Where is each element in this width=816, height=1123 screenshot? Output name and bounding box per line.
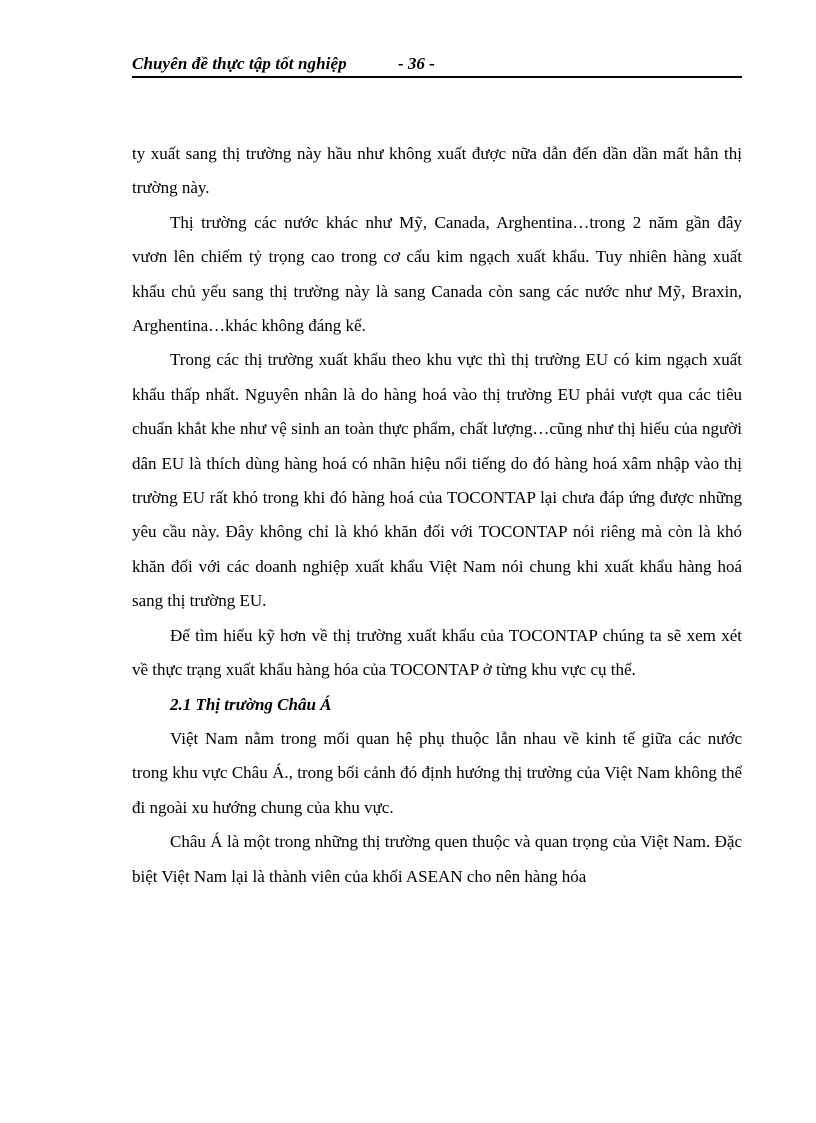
paragraph: Thị trường các nước khác như Mỹ, Canada, Arghentina…trong 2 năm gần đây vươn lên chiếm tỷ trọng cao trong cơ cấu kim ngạch xuất khẩu. Tuy nhiên hàng xuất khẩu chủ yếu sang thị trường này là sang Canada còn sang các nước như Mỹ, Braxin, Arghentina…khác không đáng kể. (132, 212, 742, 336)
paragraph: Trong các thị trường xuất khẩu theo khu vực thì thị trường EU có kim ngạch xuất khẩu thấp nhất. Nguyên nhân là do hàng hoá vào thị trường EU phải vượt qua các tiêu chuẩn khắt khe như vệ sinh an toàn thực phẩm, chất lượng…cũng như thị hiếu của người dân EU là thích dùng hàng hoá có nhãn hiệu nổi tiếng do đó hàng hoá xâm nhập vào thị trường EU rất khó trong khi đó hàng hoá của TOCONTAP lại chưa đáp ứng được những yêu cầu này. Đây không chỉ là khó khăn đối với TOCONTAP nói riêng mà còn là khó khăn đối với các doanh nghiệp xuất khẩu Việt Nam nói chung khi xuất khẩu hàng hoá sang thị trường EU. (132, 350, 742, 611)
document-body (132, 137, 742, 894)
paragraph: Để tìm hiểu kỹ hơn về thị trường xuất khẩu của TOCONTAP chúng ta sẽ xem xét về thực trạng xuất khẩu hàng hóa của TOCONTAP ở từng khu vực cụ thể. (132, 625, 742, 680)
page-number: - 36 - (398, 54, 435, 73)
paragraph: ty xuất sang thị trường này hầu như không xuất được nữa dẫn đến dần dần mất hẳn thị trường này. (132, 144, 742, 198)
section-heading: 2.1 Thị trường Châu Á (170, 694, 332, 714)
page-header (132, 54, 742, 78)
header-title: Chuyên đề thực tập tốt nghiệp (132, 54, 347, 73)
paragraph: Châu Á là một trong những thị trường quen thuộc và quan trọng của Việt Nam. Đặc biệt Việt Nam lại là thành viên của khối ASEAN cho nên hàng hóa (132, 832, 742, 886)
paragraph: Việt Nam nằm trong mối quan hệ phụ thuộc lẫn nhau về kinh tế giữa các nước trong khu vực Châu Á., trong bối cảnh đó định hướng thị trường của Việt Nam không thể đi ngoài xu hướng chung của khu vực. (132, 728, 742, 817)
